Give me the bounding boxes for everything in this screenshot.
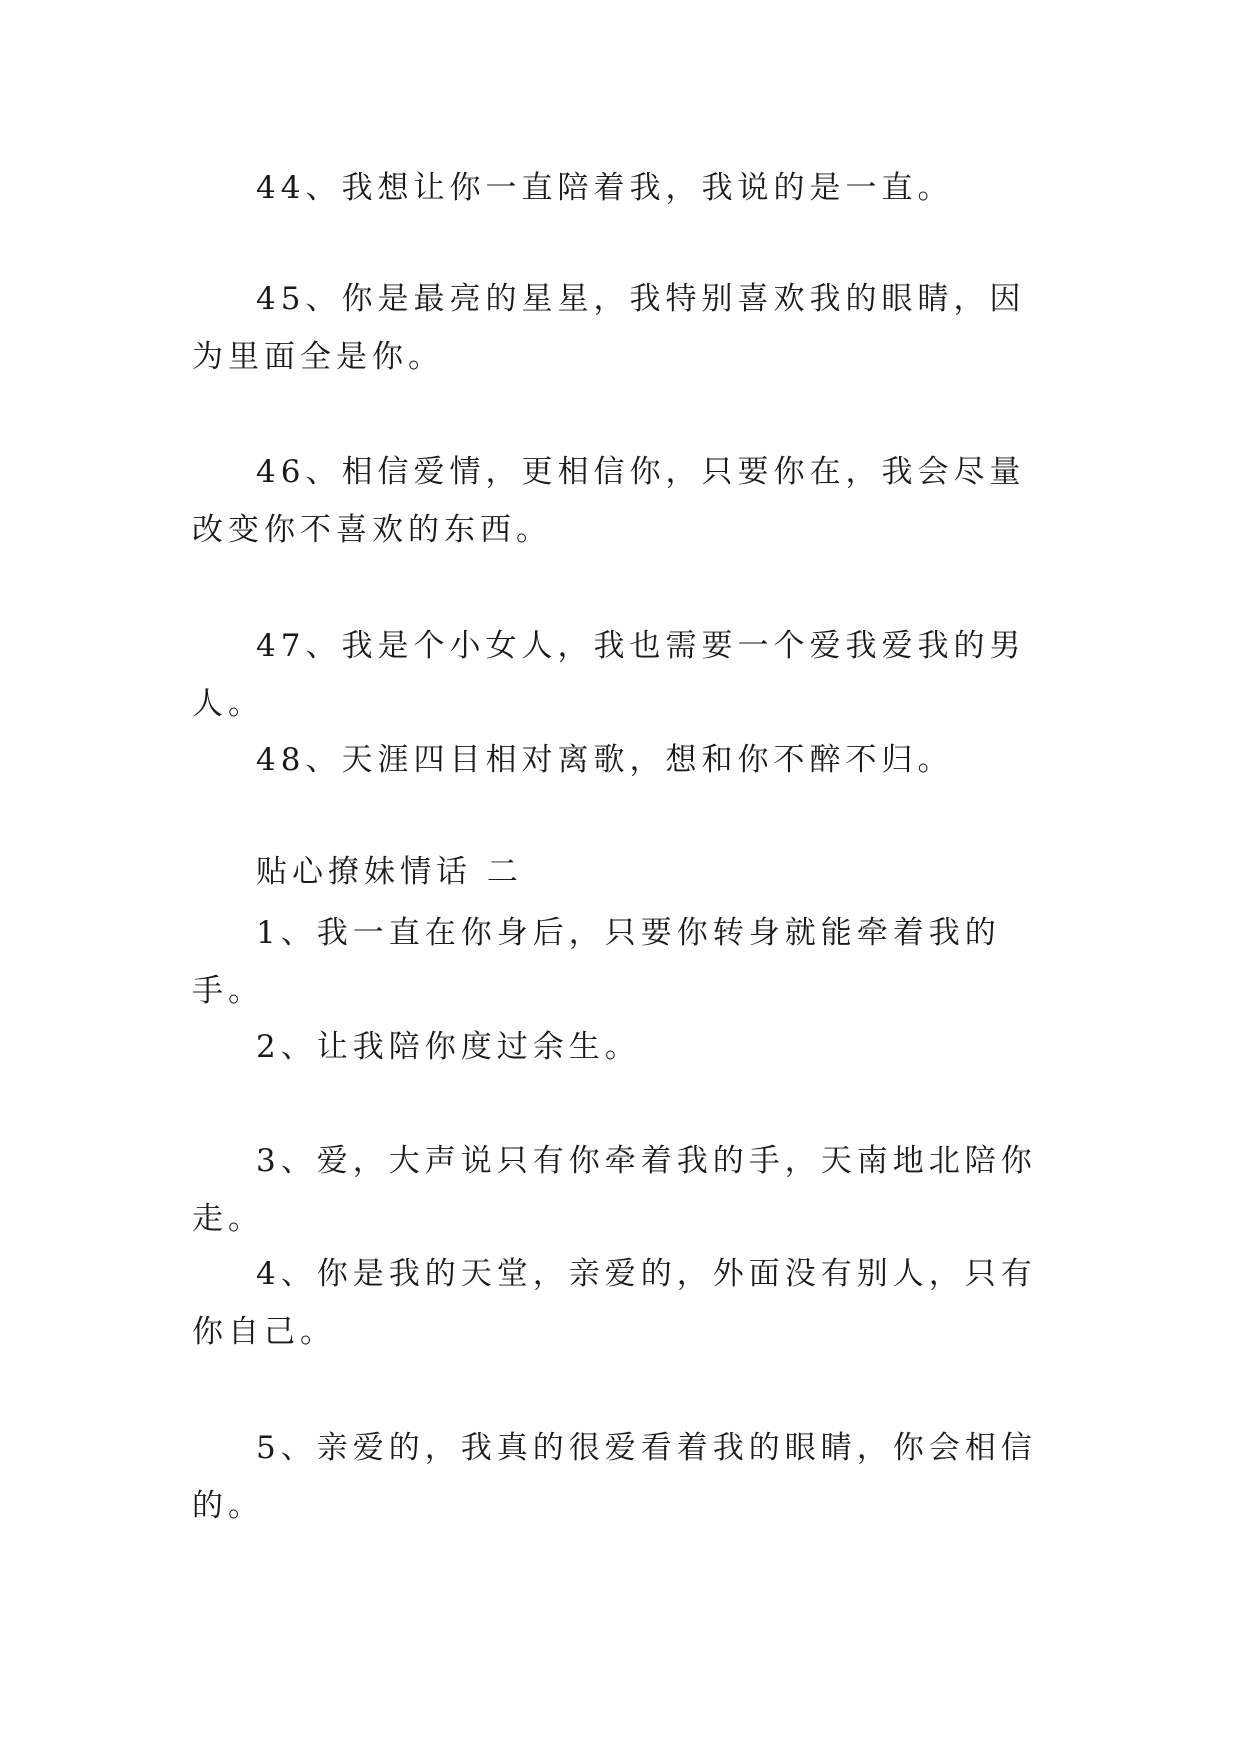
list-item-4: 4、你是我的天堂，亲爱的，外面没有别人，只有你自己。 [192,1256,1037,1350]
list-item-2: 2、让我陪你度过余生。 [256,1029,641,1065]
list-item-1: 1、我一直在你身后，只要你转身就能牵着我的手。 [192,915,1001,1009]
paragraph-47: 47、我是个小女人，我也需要一个爱我爱我的男人。 [192,628,1026,722]
list-item-5: 5、亲爱的，我真的很爱看着我的眼睛，你会相信的。 [192,1430,1037,1524]
paragraph-48: 48、天涯四目相对离歌，想和你不醉不归。 [256,742,954,778]
list-item-3: 3、爱，大声说只有你牵着我的手，天南地北陪你走。 [192,1143,1037,1237]
paragraph-45: 45、你是最亮的星星，我特别喜欢我的眼睛，因为里面全是你。 [192,281,1026,375]
section-heading: 贴心撩妹情话 二 [256,854,523,890]
paragraph-46: 46、相信爱情，更相信你，只要你在，我会尽量改变你不喜欢的东西。 [192,454,1026,548]
paragraph-44: 44、我想让你一直陪着我，我说的是一直。 [256,170,954,206]
